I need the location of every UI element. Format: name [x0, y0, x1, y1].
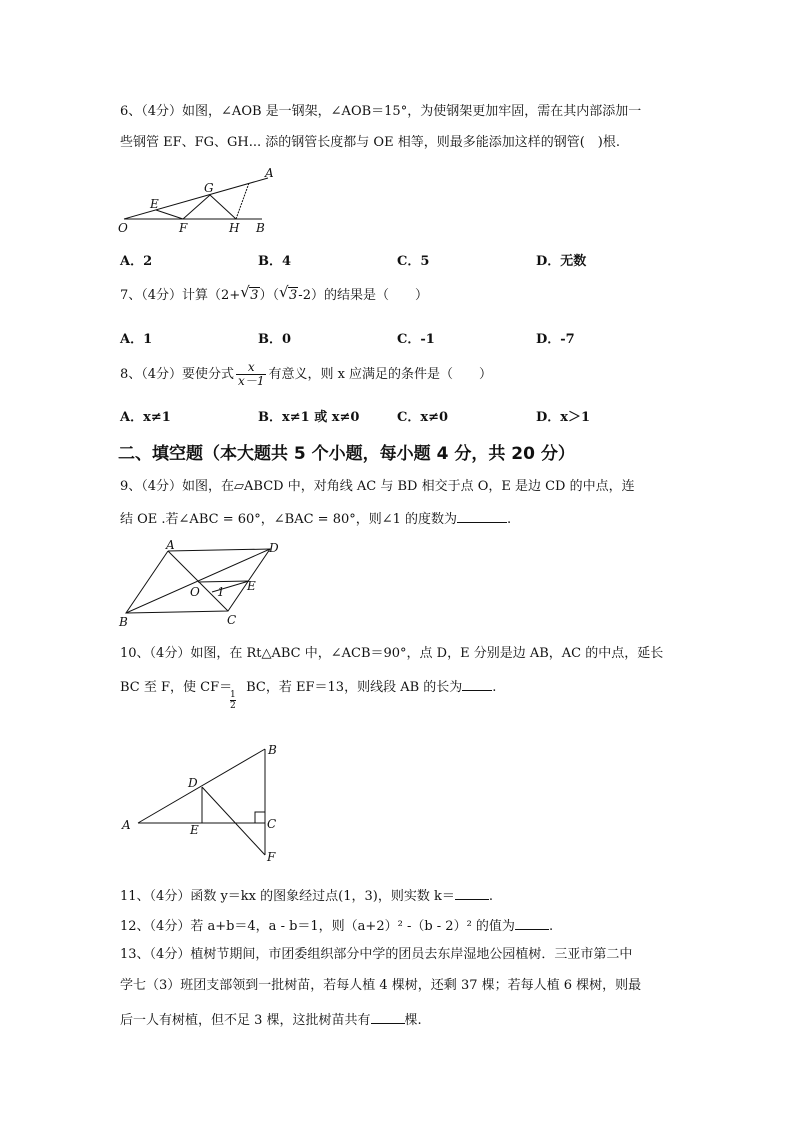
q6-text-line2: 些钢管 EF、FG、GH... 添的钢管长度都与 OE 相等，则最多能添加这样的钢管( )根.: [120, 135, 620, 150]
q9-label-O: O: [190, 585, 200, 599]
q9-label-A: A: [166, 538, 175, 552]
q10-label-D: D: [188, 776, 198, 790]
q10-label-E: E: [190, 823, 199, 837]
q6-label-H: H: [229, 221, 240, 235]
q9-label-E: E: [247, 579, 256, 593]
q7-option-c: C．-1: [397, 332, 435, 347]
q8-option-d: D．x＞1: [536, 410, 591, 425]
q10-label-B: B: [268, 743, 277, 757]
q7-prefix: 7、（4分）计算（2+: [120, 288, 241, 303]
q6-label-A: A: [265, 166, 274, 180]
q10-half-fraction: 1 2: [230, 690, 236, 711]
q12-answer-blank[interactable]: [515, 917, 549, 930]
q6-label-G: G: [204, 181, 214, 195]
q9-text-line2: 结 OE .若∠ABC = 60°，∠BAC = 80°，则∠1 的度数为 .: [120, 512, 512, 527]
q8-option-b: B．x≠1 或 x≠0: [258, 410, 360, 425]
q6-option-c: C．5: [397, 254, 430, 269]
q9-text-line1: 9、（4分）如图，在▱ABCD 中，对角线 AC 与 BD 相交于点 O，E 是边 CD 的中点，连: [120, 479, 635, 494]
q6-label-B: B: [256, 221, 265, 235]
q8-option-c: C．x≠0: [397, 410, 449, 425]
q6-label-F: F: [179, 221, 188, 235]
q7-option-a: A．1: [120, 332, 153, 347]
q10-text-line1: 10、（4分）如图，在 Rt△ABC 中，∠ACB＝90°，点 D，E 分别是边 AB，AC 的中点，延长: [120, 646, 664, 661]
q11-answer-blank[interactable]: [455, 887, 489, 900]
q7-option-b: B．0: [258, 332, 292, 347]
q13-text-line2: 学七（3）班团支部领到一批树苗，若每人植 4 棵树，还剩 37 棵；若每人植 6 棵树，则最: [120, 978, 642, 993]
q6-text-line1: 6、（4分）如图，∠AOB 是一钢架，∠AOB＝15°，为使钢架更加牢固，需在其内部添加一: [120, 104, 642, 119]
q6-option-a: A．2: [120, 254, 153, 269]
q9-label-D: D: [269, 541, 279, 555]
q12-text: 12、（4分）若 a+b＝4，a - b＝1，则（a+2）² -（b - 2）² 的值为 .: [120, 919, 554, 934]
q6-label-O: O: [118, 221, 128, 235]
q6-label-E: E: [150, 197, 159, 211]
q9-label-B: B: [119, 615, 128, 629]
q10-label-C: C: [267, 817, 277, 831]
q9-label-C: C: [227, 613, 237, 627]
q7-suffix: -2）的结果是（ ）: [298, 288, 428, 303]
q10-label-F: F: [267, 850, 276, 864]
q7-sqrt-2: √ 3: [279, 283, 298, 303]
q8-prefix: 8、（4分）要使分式: [120, 367, 235, 382]
q7-mid: ）（: [259, 288, 280, 303]
q13-text-line3: 后一人有树植，但不足 3 棵，这批树苗共有 棵.: [120, 1013, 422, 1028]
q13-answer-blank[interactable]: [371, 1011, 405, 1024]
q10-label-A: A: [122, 818, 131, 832]
q13-text-line1: 13、（4分）植树节期间，市团委组织部分中学的团员去东岸湿地公园植树．三亚市第二中: [120, 947, 633, 962]
q6-option-d: D．无数: [536, 254, 587, 269]
q7-option-d: D．-7: [536, 332, 575, 347]
q8-option-a: A．x≠1: [120, 410, 171, 425]
q6-option-b: B．4: [258, 254, 292, 269]
section-2-title: 二、填空题（本大题共 5 个小题，每小题 4 分，共 20 分）: [118, 444, 575, 464]
q8-fraction: $\frac{x}{x-1}$: [238, 360, 265, 388]
q10-text-line2: BC 至 F，使 CF＝ BC，若 EF＝13，则线段 AB 的长为 .: [120, 680, 497, 695]
q11-text: 11、（4分）函数 y＝kx 的图象经过点(1，3)，则实数 k＝ .: [120, 889, 493, 904]
q9-label-1: 1: [217, 585, 225, 599]
q8-suffix: 有意义，则 x 应满足的条件是（ ）: [268, 367, 493, 382]
q7-sqrt-1: √ 3: [240, 283, 259, 303]
